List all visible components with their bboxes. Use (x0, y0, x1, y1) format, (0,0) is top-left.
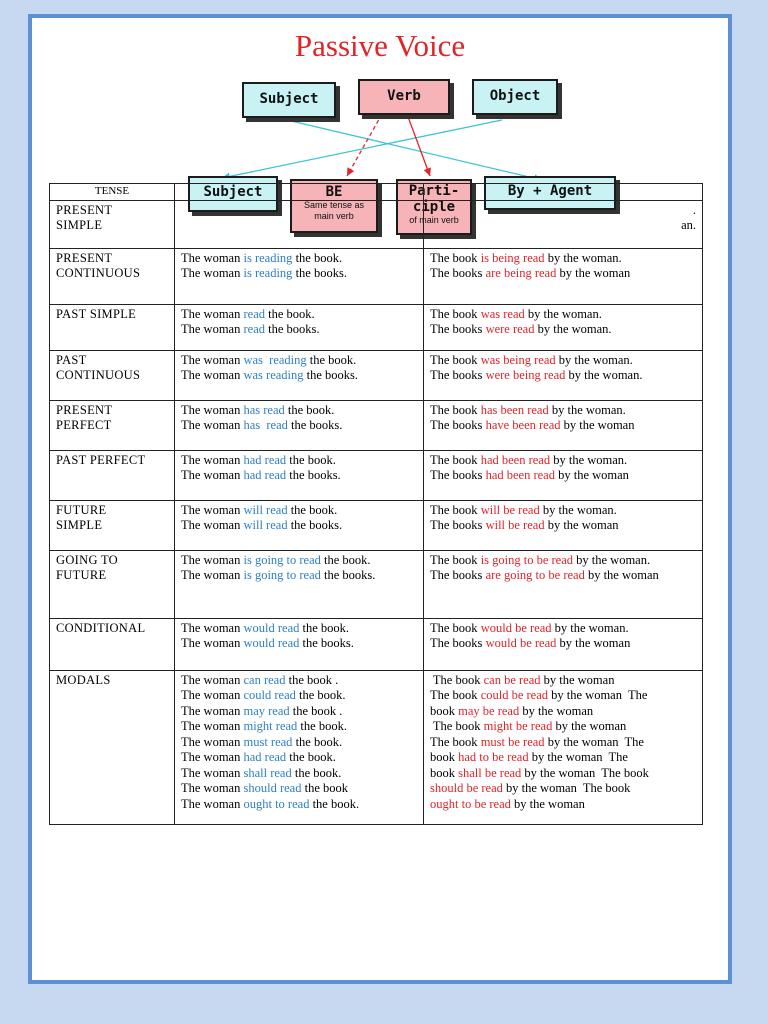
passive-verb: will be read (480, 502, 540, 517)
box-note: Same tense as (303, 200, 365, 210)
tense-cell (50, 304, 175, 350)
sentence-text: the books. (286, 468, 341, 482)
active-verb: was reading (243, 352, 307, 367)
sentence-text: the book . (289, 703, 343, 718)
passive-sentence (430, 266, 696, 282)
tense-label: SIMPLE (56, 518, 103, 532)
sentence-text: The woman (181, 452, 244, 467)
table-row (50, 350, 703, 400)
passive-verb: could be read (480, 688, 549, 702)
passive-sentence (430, 766, 696, 782)
tense-cell (50, 350, 175, 400)
passive-sentence (430, 518, 696, 534)
passive-sentence (430, 503, 696, 519)
active-verb: could read (243, 688, 296, 702)
diagram-box-subject (242, 82, 336, 118)
sentence-text: the book. (286, 750, 336, 764)
tense-label: CONTINUOUS (56, 368, 141, 382)
header-active (175, 184, 424, 201)
active-sentence (181, 266, 417, 282)
sentence-text: The woman (181, 734, 244, 749)
active-cell (175, 500, 424, 550)
passive-sentence (430, 307, 696, 323)
table-row (50, 200, 703, 248)
sentence-text: by the woman (544, 518, 619, 532)
active-sentence (181, 621, 417, 637)
active-verb: read (243, 306, 265, 321)
sentence-text: the book. (306, 352, 357, 367)
table-row (50, 550, 703, 618)
sentence-text: The books (430, 266, 486, 280)
active-verb: is reading (243, 266, 293, 280)
active-sentence (181, 568, 417, 584)
sentence-text: the books. (299, 636, 354, 650)
table-row (50, 400, 703, 450)
active-sentence (181, 251, 417, 267)
sentence-text: the book. (286, 452, 336, 467)
sentence-text: by the woman. (539, 502, 617, 517)
box-label: ciple (412, 199, 456, 215)
active-cell (175, 550, 424, 618)
sentence-text: The books (430, 322, 486, 336)
active-verb: will read (243, 502, 288, 517)
tense-label: CONTINUOUS (56, 266, 141, 280)
sentence-text: The book (430, 552, 481, 567)
sentence-text: The woman (181, 552, 244, 567)
sentence-text: the book. (265, 306, 315, 321)
passive-cell (424, 400, 703, 450)
table-row (50, 670, 703, 824)
sentence-text: the book. (284, 402, 335, 417)
sentence-text: The woman (181, 368, 244, 382)
table-row (50, 500, 703, 550)
passive-sentence (430, 719, 696, 735)
sentence-text: The woman (181, 672, 244, 687)
tense-cell (50, 618, 175, 670)
passive-verb: were read (485, 322, 535, 336)
sentence-text: by the woman. (573, 552, 651, 567)
active-sentence (181, 368, 417, 384)
passive-verb: are going to be read (485, 568, 585, 582)
sentence-text: The woman (181, 468, 244, 482)
active-verb: would read (243, 620, 300, 635)
subject-to-agent-arrow (287, 120, 542, 180)
passive-sentence (430, 735, 696, 751)
passive-verb: will be read (485, 518, 545, 532)
sentence-text: The woman (181, 352, 244, 367)
passive-verb: are being read (485, 266, 557, 280)
passive-sentence (430, 750, 696, 766)
tense-cell (50, 500, 175, 550)
passive-fragment: an. (681, 218, 696, 232)
box-note: of main verb (409, 215, 459, 225)
passive-verb: had to be read (458, 750, 529, 764)
sentence-text: the books. (303, 368, 359, 382)
passive-sentence (430, 353, 696, 369)
sentence-text: by the woman (519, 703, 594, 718)
active-sentence (181, 781, 417, 797)
sentence-text: the book. (320, 552, 371, 567)
active-sentence (181, 797, 417, 813)
active-verb: had read (243, 750, 287, 764)
passive-sentence (430, 636, 696, 652)
sentence-text: The books (430, 418, 486, 432)
sentence-text: The book (430, 734, 481, 749)
sentence-text: The woman (181, 765, 244, 780)
sentence-text: The woman (181, 620, 244, 635)
sentence-text: The woman (181, 750, 244, 764)
passive-verb: ought to be read (430, 796, 511, 811)
passive-verb: has been read (480, 402, 549, 417)
active-sentence (181, 766, 417, 782)
passive-verb: had been read (480, 452, 551, 467)
passive-sentence (430, 704, 696, 720)
passive-verb: was read (480, 306, 525, 321)
sentence-text: The books (430, 636, 486, 650)
passive-verb: must be read (480, 734, 545, 749)
sentence-text: the book. (309, 796, 360, 811)
passive-verb: might be read (483, 719, 553, 733)
sentence-text: The woman (181, 306, 244, 321)
sentence-text: The book (430, 306, 481, 321)
box-label: By + Agent (507, 183, 593, 199)
sentence-text: the books. (320, 568, 376, 582)
page-title: Passive Voice (294, 28, 466, 63)
sentence-text: by the woman. (551, 620, 629, 635)
sentence-text: The book (430, 352, 481, 367)
passive-cell (424, 200, 703, 248)
active-sentence (181, 673, 417, 689)
active-sentence (181, 307, 417, 323)
passive-cell (424, 248, 703, 304)
tense-label: CONDITIONAL (56, 620, 146, 635)
sentence-text: the book. (299, 620, 350, 635)
passive-cell (424, 618, 703, 670)
sentence-text: The woman (181, 703, 244, 718)
sentence-text: The book (430, 620, 481, 635)
header-passive (424, 184, 703, 201)
active-sentence (181, 518, 417, 534)
table-row (50, 304, 703, 350)
sentence-text: The book (430, 688, 481, 702)
sentence-text: book (430, 750, 459, 764)
active-verb: may read (243, 703, 290, 718)
passive-verb: have been read (485, 418, 561, 432)
sentence-text: by the woman (560, 418, 635, 432)
sentence-text: by the woman The book (521, 765, 649, 780)
sentence-text: the books. (292, 266, 347, 280)
sentence-text: The woman (181, 796, 244, 811)
active-verb: is reading (243, 250, 293, 265)
passive-sentence (430, 688, 696, 704)
sentence-text: by the woman (552, 719, 627, 733)
passive-sentence (430, 781, 696, 797)
sentence-text: The woman (181, 636, 244, 650)
tense-label: FUTURE (56, 568, 107, 582)
sentence-text: the book. (292, 250, 343, 265)
passive-sentence (430, 468, 696, 484)
sentence-text: The woman (181, 719, 244, 733)
box-label: Object (489, 88, 541, 104)
sentence-text: The book (430, 402, 481, 417)
tense-cell (50, 248, 175, 304)
active-verb: might read (243, 719, 298, 733)
sentence-text: The woman (181, 418, 244, 432)
active-verb: has read (243, 418, 288, 432)
sentence-text: The book (430, 502, 481, 517)
tense-label: PAST (56, 352, 87, 367)
sentence-text: The book (430, 452, 481, 467)
sentence-text: The books (430, 518, 486, 532)
active-verb: should read (243, 781, 302, 795)
passive-cell (424, 304, 703, 350)
sentence-text: by the woman The (544, 734, 644, 749)
sentence-text: by the woman. (555, 352, 633, 367)
passive-verb: was being read (480, 352, 556, 367)
active-verb: can read (243, 672, 286, 687)
passive-sentence (430, 453, 696, 469)
sentence-text: by the woman. (524, 306, 602, 321)
active-sentence (181, 636, 417, 652)
active-cell (175, 400, 424, 450)
sentence-text: by the woman. (550, 452, 628, 467)
box-label: Parti- (408, 183, 460, 199)
diagram-box-object (472, 79, 558, 115)
sentence-text: The book (430, 250, 481, 265)
sentence-text: the book . (285, 672, 339, 687)
passive-sentence (430, 568, 696, 584)
active-sentence (181, 403, 417, 419)
passive-sentence (430, 797, 696, 813)
active-verb: had read (243, 468, 287, 482)
sentence-text: The woman (181, 568, 244, 582)
sentence-text: book (430, 703, 459, 718)
sentence-text: The books (430, 368, 486, 382)
sentence-text: The woman (181, 518, 244, 532)
passive-sentence (430, 368, 696, 384)
document-page (28, 14, 732, 984)
active-verb: is going to read (243, 552, 321, 567)
sentence-text: The woman (181, 266, 244, 280)
passive-cell (424, 350, 703, 400)
sentence-text: by the woman The (528, 750, 628, 764)
tense-cell (50, 200, 175, 248)
tense-label: PERFECT (56, 418, 112, 432)
active-sentence (181, 468, 417, 484)
table-header-row (50, 184, 703, 201)
table-row (50, 618, 703, 670)
passive-sentence (430, 403, 696, 419)
sentence-text: The books (430, 468, 486, 482)
tense-cell (50, 400, 175, 450)
tense-label: PAST SIMPLE (56, 306, 137, 321)
sentence-text: The books (430, 568, 486, 582)
sentence-text: by the woman. (534, 322, 612, 336)
passive-sentence (430, 553, 696, 569)
sentence-text: the books. (287, 418, 343, 432)
box-label: Subject (203, 184, 263, 200)
box-label: Verb (387, 88, 421, 104)
tense-label: MODALS (56, 672, 111, 687)
sentence-text: book (430, 765, 459, 780)
active-verb: is going to read (243, 568, 321, 582)
box-label: Subject (259, 91, 319, 107)
tense-label: PRESENT (56, 402, 113, 417)
sentence-text: the books. (287, 518, 343, 532)
active-sentence (181, 719, 417, 735)
active-sentence (181, 453, 417, 469)
sentence-text: by the woman. (548, 402, 626, 417)
passive-sentence (430, 621, 696, 637)
tense-label: GOING TO (56, 552, 119, 567)
sentence-text: The woman (181, 250, 244, 265)
tense-label: PAST PERFECT (56, 452, 146, 467)
passive-cell (424, 550, 703, 618)
passive-sentence (430, 322, 696, 338)
passive-sentence (430, 418, 696, 434)
sentence-text: The book (430, 672, 484, 687)
tense-table (49, 183, 703, 825)
tense-label: PRESENT (56, 202, 113, 217)
sentence-text: by the woman (510, 796, 585, 811)
active-verb: shall read (243, 765, 292, 780)
passive-verb: is being read (480, 250, 545, 265)
sentence-text: the book. (291, 765, 342, 780)
active-verb: will read (243, 518, 288, 532)
sentence-text: by the woman. (565, 368, 643, 382)
passive-verb: were being read (485, 368, 566, 382)
passive-sentence (430, 251, 696, 267)
passive-cell (424, 670, 703, 824)
sentence-text: by the woman The book (502, 781, 631, 795)
active-verb: was reading (243, 368, 304, 382)
diagram-box-verb (358, 79, 450, 115)
active-sentence (181, 704, 417, 720)
passive-verb: may be read (458, 703, 520, 718)
passive-verb: is going to be read (480, 552, 574, 567)
sentence-text: the books. (265, 322, 320, 336)
active-cell (175, 248, 424, 304)
tense-cell (50, 550, 175, 618)
active-sentence (181, 750, 417, 766)
sentence-text: by the woman (554, 468, 629, 482)
active-sentence (181, 322, 417, 338)
active-verb: had read (243, 452, 287, 467)
tense-cell (50, 450, 175, 500)
verb-to-participle-arrow (407, 114, 430, 176)
sentence-text: by the woman. (544, 250, 622, 265)
active-verb: ought to read (243, 796, 310, 811)
box-note: main verb (314, 211, 354, 221)
active-cell (175, 450, 424, 500)
active-sentence (181, 553, 417, 569)
table-row (50, 450, 703, 500)
sentence-text: by the woman (540, 672, 615, 687)
box-label: BE (325, 184, 343, 200)
tense-label: SIMPLE (56, 218, 103, 232)
table-row (50, 248, 703, 304)
sentence-text: by the woman (556, 636, 631, 650)
object-to-subject-arrow (222, 120, 502, 178)
sentence-text: The woman (181, 322, 244, 336)
sentence-text: the book (301, 781, 348, 795)
passive-sentence (430, 673, 696, 689)
sentence-text: the book. (292, 734, 343, 749)
tense-label: PRESENT (56, 250, 113, 265)
active-cell (175, 670, 424, 824)
active-sentence (181, 353, 417, 369)
active-cell (175, 350, 424, 400)
active-sentence (181, 688, 417, 704)
sentence-text: by the woman (556, 266, 631, 280)
sentence-text: The woman (181, 781, 244, 795)
passive-verb: would be read (485, 636, 557, 650)
active-sentence (181, 418, 417, 434)
header-tense: TENSE (50, 184, 175, 201)
active-sentence (181, 735, 417, 751)
active-cell (175, 618, 424, 670)
passive-verb: had been read (485, 468, 555, 482)
sentence-text: by the woman (584, 568, 659, 582)
sentence-text: by the woman The (548, 688, 648, 702)
sentence-text: the book. (295, 688, 346, 702)
passive-fragment: . (692, 202, 696, 217)
passive-verb: shall be read (458, 765, 522, 780)
active-cell (175, 200, 424, 248)
active-verb: has read (243, 402, 285, 417)
passive-cell (424, 500, 703, 550)
active-verb: would read (243, 636, 300, 650)
sentence-text: The woman (181, 688, 244, 702)
sentence-text: The woman (181, 502, 244, 517)
passive-verb: would be read (480, 620, 552, 635)
passive-verb: can be read (483, 672, 541, 687)
tense-cell (50, 670, 175, 824)
sentence-text: The book (430, 719, 484, 733)
sentence-text: The woman (181, 402, 244, 417)
sentence-text: the book. (297, 719, 347, 733)
active-verb: read (243, 322, 265, 336)
tense-label: FUTURE (56, 502, 107, 517)
active-sentence (181, 503, 417, 519)
passive-verb: should be read (430, 781, 503, 795)
active-verb: must read (243, 734, 293, 749)
active-cell (175, 304, 424, 350)
verb-to-be-arrow (347, 114, 382, 176)
passive-cell (424, 450, 703, 500)
sentence-text: the book. (287, 502, 338, 517)
